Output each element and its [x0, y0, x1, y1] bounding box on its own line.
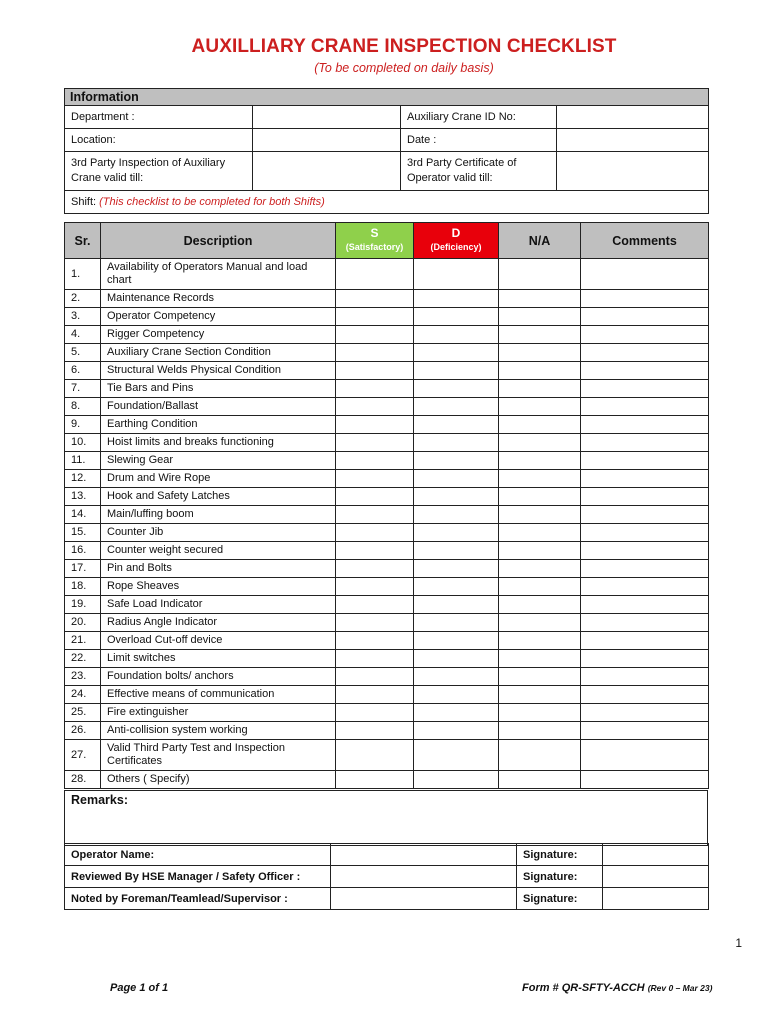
information-table [64, 88, 709, 214]
operator-signature-label: Signature: [517, 844, 603, 866]
deficiency-cell[interactable] [414, 686, 499, 704]
comments-cell[interactable] [581, 722, 709, 740]
comments-cell[interactable] [581, 344, 709, 362]
shift-field[interactable] [65, 191, 709, 214]
checklist-sr: 7. [65, 380, 101, 398]
checklist-description: Earthing Condition [101, 416, 336, 434]
comments-cell[interactable] [581, 398, 709, 416]
na-cell[interactable] [499, 434, 581, 452]
comments-cell[interactable] [581, 740, 709, 771]
checklist-description: Main/luffing boom [101, 506, 336, 524]
deficiency-cell[interactable] [414, 578, 499, 596]
checklist-description: Rope Sheaves [101, 578, 336, 596]
form-code: Form # QR-SFTY-ACCH [522, 982, 645, 994]
form-number [522, 982, 712, 994]
checklist-row [65, 722, 709, 740]
checklist-description: Tie Bars and Pins [101, 380, 336, 398]
na-cell[interactable] [499, 740, 581, 771]
satisfactory-cell[interactable] [336, 596, 414, 614]
checklist-row [65, 686, 709, 704]
checklist-sr: 12. [65, 470, 101, 488]
checklist-row [65, 380, 709, 398]
deficiency-cell[interactable] [414, 344, 499, 362]
checklist-sr: 21. [65, 632, 101, 650]
na-cell[interactable] [499, 470, 581, 488]
deficiency-cell[interactable] [414, 650, 499, 668]
comments-cell[interactable] [581, 704, 709, 722]
comments-cell[interactable] [581, 632, 709, 650]
checklist-sr: 4. [65, 326, 101, 344]
na-cell[interactable] [499, 344, 581, 362]
department-label: Department : [65, 106, 253, 129]
satisfactory-cell[interactable] [336, 740, 414, 771]
reviewer-signature-field[interactable] [603, 866, 709, 888]
checklist-row [65, 771, 709, 789]
noted-by-field[interactable] [331, 888, 517, 910]
checklist-row [65, 290, 709, 308]
operator-signature-field[interactable] [603, 844, 709, 866]
satisfactory-cell[interactable] [336, 614, 414, 632]
deficiency-cell[interactable] [414, 380, 499, 398]
col-satisfactory [336, 223, 414, 259]
inspection-validity-field[interactable] [253, 152, 401, 191]
na-cell[interactable] [499, 560, 581, 578]
comments-cell[interactable] [581, 308, 709, 326]
checklist-description: Overload Cut-off device [101, 632, 336, 650]
satisfactory-cell[interactable] [336, 470, 414, 488]
checklist-description: Others ( Specify) [101, 771, 336, 789]
deficiency-cell[interactable] [414, 560, 499, 578]
noted-by-label: Noted by Foreman/Teamlead/Supervisor : [65, 888, 331, 910]
deficiency-cell[interactable] [414, 524, 499, 542]
location-label: Location: [65, 129, 253, 152]
satisfactory-cell[interactable] [336, 344, 414, 362]
na-cell[interactable] [499, 506, 581, 524]
col-s-label: S [370, 226, 379, 240]
na-cell[interactable] [499, 722, 581, 740]
deficiency-cell[interactable] [414, 308, 499, 326]
satisfactory-cell[interactable] [336, 668, 414, 686]
deficiency-cell[interactable] [414, 326, 499, 344]
checklist-description: Fire extinguisher [101, 704, 336, 722]
deficiency-cell[interactable] [414, 470, 499, 488]
na-cell[interactable] [499, 542, 581, 560]
checklist-row [65, 416, 709, 434]
satisfactory-cell[interactable] [336, 259, 414, 290]
checklist-sr: 2. [65, 290, 101, 308]
comments-cell[interactable] [581, 259, 709, 290]
checklist-row [65, 308, 709, 326]
inspection-validity-label: 3rd Party Inspection of Auxiliary Crane valid till: [65, 152, 253, 191]
checklist-sr: 3. [65, 308, 101, 326]
satisfactory-cell[interactable] [336, 704, 414, 722]
deficiency-cell[interactable] [414, 434, 499, 452]
supervisor-signature-field[interactable] [603, 888, 709, 910]
checklist-sr: 23. [65, 668, 101, 686]
checklist-sr: 11. [65, 452, 101, 470]
checklist-sr: 6. [65, 362, 101, 380]
satisfactory-cell[interactable] [336, 398, 414, 416]
comments-cell[interactable] [581, 542, 709, 560]
deficiency-cell[interactable] [414, 488, 499, 506]
checklist-description: Counter weight secured [101, 542, 336, 560]
checklist-sr: 26. [65, 722, 101, 740]
checklist-row [65, 434, 709, 452]
checklist-sr: 25. [65, 704, 101, 722]
checklist-description: Drum and Wire Rope [101, 470, 336, 488]
na-cell[interactable] [499, 308, 581, 326]
satisfactory-cell[interactable] [336, 506, 414, 524]
checklist-sr: 18. [65, 578, 101, 596]
department-field[interactable] [253, 106, 401, 129]
checklist-description: Structural Welds Physical Condition [101, 362, 336, 380]
comments-cell[interactable] [581, 326, 709, 344]
checklist-sr: 20. [65, 614, 101, 632]
checklist-sr: 27. [65, 740, 101, 771]
certificate-validity-field[interactable] [557, 152, 709, 191]
comments-cell[interactable] [581, 488, 709, 506]
comments-cell[interactable] [581, 771, 709, 789]
satisfactory-cell[interactable] [336, 488, 414, 506]
document-title: AUXILLIARY CRANE INSPECTION CHECKLIST [191, 36, 617, 57]
satisfactory-cell[interactable] [336, 380, 414, 398]
checklist-row [65, 506, 709, 524]
deficiency-cell[interactable] [414, 668, 499, 686]
comments-cell[interactable] [581, 434, 709, 452]
col-d-label: D [451, 226, 461, 240]
checklist-description: Operator Competency [101, 308, 336, 326]
satisfactory-cell[interactable] [336, 308, 414, 326]
na-cell[interactable] [499, 524, 581, 542]
satisfactory-cell[interactable] [336, 416, 414, 434]
deficiency-cell[interactable] [414, 259, 499, 290]
checklist-description: Foundation/Ballast [101, 398, 336, 416]
checklist-row [65, 632, 709, 650]
col-description: Description [101, 223, 336, 259]
reviewer-signature-label: Signature: [517, 866, 603, 888]
na-cell[interactable] [499, 650, 581, 668]
satisfactory-cell[interactable] [336, 632, 414, 650]
checklist-row [65, 704, 709, 722]
checklist-sr: 13. [65, 488, 101, 506]
checklist-row [65, 362, 709, 380]
satisfactory-cell[interactable] [336, 524, 414, 542]
comments-cell[interactable] [581, 686, 709, 704]
deficiency-cell[interactable] [414, 398, 499, 416]
deficiency-cell[interactable] [414, 542, 499, 560]
checklist-sr: 15. [65, 524, 101, 542]
supervisor-signature-label: Signature: [517, 888, 603, 910]
checklist-table [64, 222, 709, 789]
checklist-row [65, 650, 709, 668]
na-cell[interactable] [499, 416, 581, 434]
checklist-description: Radius Angle Indicator [101, 614, 336, 632]
checklist-description: Anti-collision system working [101, 722, 336, 740]
satisfactory-cell[interactable] [336, 326, 414, 344]
na-cell[interactable] [499, 578, 581, 596]
checklist-row [65, 668, 709, 686]
checklist-sr: 24. [65, 686, 101, 704]
checklist-row [65, 560, 709, 578]
checklist-row [65, 259, 709, 290]
checklist-description: Counter Jib [101, 524, 336, 542]
satisfactory-cell[interactable] [336, 452, 414, 470]
na-cell[interactable] [499, 452, 581, 470]
deficiency-cell[interactable] [414, 290, 499, 308]
checklist-sr: 1. [65, 259, 101, 290]
certificate-validity-label: 3rd Party Certificate of Operator valid till: [401, 152, 557, 191]
col-na: N/A [499, 223, 581, 259]
satisfactory-cell[interactable] [336, 290, 414, 308]
operator-name-field[interactable] [331, 844, 517, 866]
checklist-description: Slewing Gear [101, 452, 336, 470]
page-number: 1 [735, 936, 742, 950]
checklist-row [65, 398, 709, 416]
satisfactory-cell[interactable] [336, 771, 414, 789]
comments-cell[interactable] [581, 668, 709, 686]
checklist-description: Rigger Competency [101, 326, 336, 344]
reviewed-by-label: Reviewed By HSE Manager / Safety Officer : [65, 866, 331, 888]
deficiency-cell[interactable] [414, 740, 499, 771]
date-label: Date : [401, 129, 557, 152]
shift-note: (This checklist to be completed for both Shifts) [99, 195, 325, 208]
crane-id-field[interactable] [557, 106, 709, 129]
col-d-sub: (Deficiency) [430, 242, 482, 252]
deficiency-cell[interactable] [414, 362, 499, 380]
na-cell[interactable] [499, 596, 581, 614]
col-s-sub: (Satisfactory) [345, 242, 404, 252]
comments-cell[interactable] [581, 362, 709, 380]
comments-cell[interactable] [581, 650, 709, 668]
comments-cell[interactable] [581, 524, 709, 542]
checklist-row [65, 452, 709, 470]
date-field[interactable] [557, 129, 709, 152]
checklist-sr: 8. [65, 398, 101, 416]
na-cell[interactable] [499, 771, 581, 789]
na-cell[interactable] [499, 398, 581, 416]
remarks-field[interactable] [65, 791, 708, 846]
checklist-row [65, 344, 709, 362]
checklist-row [65, 740, 709, 771]
checklist-description: Hoist limits and breaks functioning [101, 434, 336, 452]
na-cell[interactable] [499, 259, 581, 290]
reviewed-by-field[interactable] [331, 866, 517, 888]
checklist-row [65, 578, 709, 596]
checklist-sr: 14. [65, 506, 101, 524]
na-cell[interactable] [499, 632, 581, 650]
crane-id-label: Auxiliary Crane ID No: [401, 106, 557, 129]
deficiency-cell[interactable] [414, 452, 499, 470]
checklist-sr: 19. [65, 596, 101, 614]
deficiency-cell[interactable] [414, 596, 499, 614]
comments-cell[interactable] [581, 506, 709, 524]
checklist-row [65, 596, 709, 614]
comments-cell[interactable] [581, 614, 709, 632]
checklist-sr: 5. [65, 344, 101, 362]
checklist-row [65, 524, 709, 542]
na-cell[interactable] [499, 362, 581, 380]
document-subtitle: (To be completed on daily basis) [314, 61, 494, 75]
comments-cell[interactable] [581, 452, 709, 470]
operator-name-label: Operator Name: [65, 844, 331, 866]
checklist-row [65, 488, 709, 506]
checklist-description: Maintenance Records [101, 290, 336, 308]
checklist-sr: 28. [65, 771, 101, 789]
form-revision: (Rev 0 – Mar 23) [647, 983, 713, 993]
deficiency-cell[interactable] [414, 722, 499, 740]
na-cell[interactable] [499, 290, 581, 308]
comments-cell[interactable] [581, 380, 709, 398]
checklist-row [65, 470, 709, 488]
information-heading: Information [65, 89, 709, 106]
checklist-sr: 16. [65, 542, 101, 560]
na-cell[interactable] [499, 686, 581, 704]
checklist-sr: 9. [65, 416, 101, 434]
satisfactory-cell[interactable] [336, 722, 414, 740]
checklist-description: Availability of Operators Manual and load chart [101, 259, 336, 290]
deficiency-cell[interactable] [414, 771, 499, 789]
satisfactory-cell[interactable] [336, 362, 414, 380]
col-comments: Comments [581, 223, 709, 259]
checklist-sr: 10. [65, 434, 101, 452]
remarks-table [64, 790, 708, 846]
checklist-row [65, 326, 709, 344]
na-cell[interactable] [499, 668, 581, 686]
comments-cell[interactable] [581, 578, 709, 596]
checklist-description: Auxiliary Crane Section Condition [101, 344, 336, 362]
deficiency-cell[interactable] [414, 416, 499, 434]
comments-cell[interactable] [581, 560, 709, 578]
comments-cell[interactable] [581, 596, 709, 614]
satisfactory-cell[interactable] [336, 542, 414, 560]
comments-cell[interactable] [581, 290, 709, 308]
satisfactory-cell[interactable] [336, 650, 414, 668]
checklist-description: Valid Third Party Test and Inspection Certificates [101, 740, 336, 771]
deficiency-cell[interactable] [414, 614, 499, 632]
checklist-sr: 17. [65, 560, 101, 578]
checklist-row [65, 614, 709, 632]
satisfactory-cell[interactable] [336, 686, 414, 704]
deficiency-cell[interactable] [414, 632, 499, 650]
deficiency-cell[interactable] [414, 506, 499, 524]
comments-cell[interactable] [581, 470, 709, 488]
checklist-description: Pin and Bolts [101, 560, 336, 578]
col-deficiency [414, 223, 499, 259]
checklist-description: Limit switches [101, 650, 336, 668]
checklist-description: Safe Load Indicator [101, 596, 336, 614]
location-field[interactable] [253, 129, 401, 152]
na-cell[interactable] [499, 704, 581, 722]
checklist-description: Foundation bolts/ anchors [101, 668, 336, 686]
satisfactory-cell[interactable] [336, 560, 414, 578]
page-of: Page 1 of 1 [110, 982, 169, 994]
checklist-description: Hook and Safety Latches [101, 488, 336, 506]
na-cell[interactable] [499, 380, 581, 398]
checklist-description: Effective means of communication [101, 686, 336, 704]
na-cell[interactable] [499, 488, 581, 506]
na-cell[interactable] [499, 326, 581, 344]
satisfactory-cell[interactable] [336, 434, 414, 452]
checklist-sr: 22. [65, 650, 101, 668]
na-cell[interactable] [499, 614, 581, 632]
satisfactory-cell[interactable] [336, 578, 414, 596]
remarks-label: Remarks: [71, 793, 128, 807]
signoff-table [64, 843, 709, 910]
checklist-row [65, 542, 709, 560]
shift-label: Shift: [71, 195, 97, 208]
comments-cell[interactable] [581, 416, 709, 434]
col-sr: Sr. [65, 223, 101, 259]
deficiency-cell[interactable] [414, 704, 499, 722]
